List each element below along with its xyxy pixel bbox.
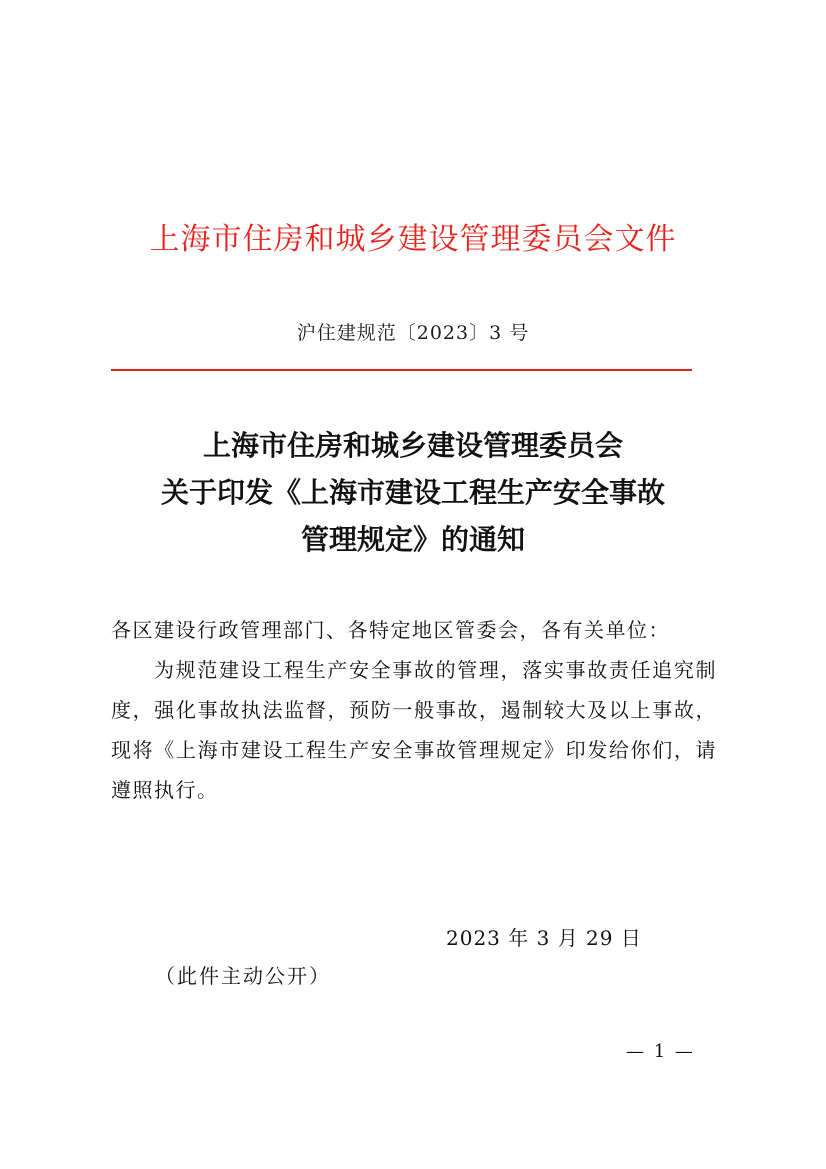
publicity-note: （此件主动公开） (155, 964, 331, 988)
red-divider-line (111, 369, 692, 371)
body-paragraph: 为规范建设工程生产安全事故的管理，落实事故责任追究制度，强化事故执法监督，预防一般事故，遏制较大及以上事故，现将《上海市建设工程生产安全事故管理规定》印发给你们，请遵照执行。 (111, 658, 717, 802)
title-line-3: 管理规定》的通知 (300, 523, 525, 556)
title-line-2: 关于印发《上海市建设工程生产安全事故 (160, 476, 665, 509)
issuer-header: 上海市住房和城乡建设管理委员会文件 (149, 222, 677, 257)
document-number: 沪住建规范〔2023〕3 号 (296, 322, 530, 344)
page-number: — 1 — (626, 1041, 695, 1062)
document-title (0, 422, 826, 563)
title-line-1: 上海市住房和城乡建设管理委员会 (202, 429, 623, 462)
issue-date: 2023 年 3 月 29 日 (446, 926, 642, 950)
addressee: 各区建设行政管理部门、各特定地区管委会，各有关单位： (111, 618, 670, 642)
